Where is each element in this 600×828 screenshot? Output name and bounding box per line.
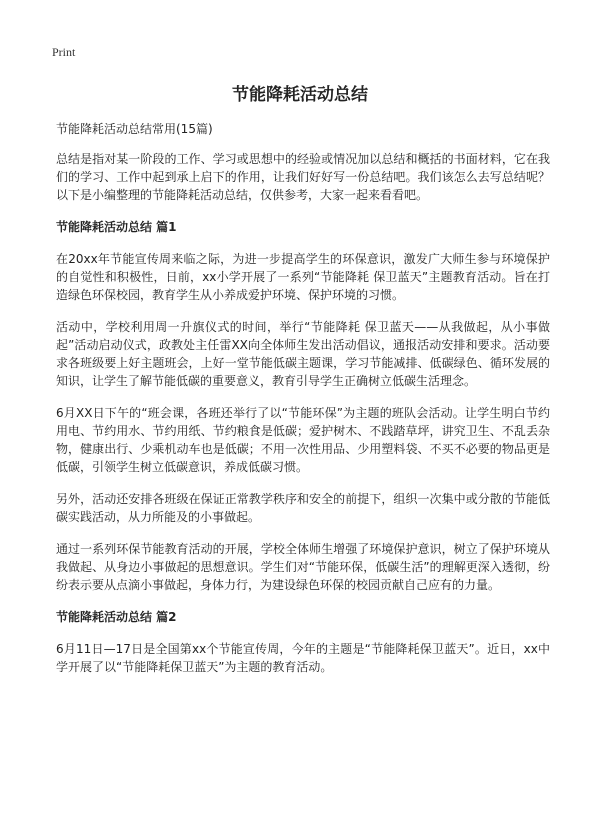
section-1 [56, 218, 550, 594]
page-title: 节能降耗活动总结 [232, 85, 368, 105]
section-paragraph: 在20xx年节能宣传周来临之际，为进一步提高学生的环保意识，激发广大师生参与环境保护的自觉性和积极性，日前，xx小学开展了一系列“节能降耗 保卫蓝天”主题教育活动。旨在打造绿色环保校园，教育学生从小养成爱护环境、保护环境的习惯。 [56, 252, 550, 302]
document-body [56, 120, 550, 690]
section-paragraph: 6月XX日下午的“班会课，各班还举行了以“节能环保”为主题的班队会活动。让学生明白节约用电、节约用水、节约用纸、节约粮食是低碳；爱护树木、不践踏草坪，讲究卫生、不乱丢杂物，健康出行、少乘机动车也是低碳；不用一次性用品、少用塑料袋、不买不必要的物品更是低碳，引领学生树立低碳意识，养成低碳习惯。 [56, 406, 550, 474]
intro-paragraph: 总结是指对某一阶段的工作、学习或思想中的经验或情况加以总结和概括的书面材料，它在我们的学习、工作中起到承上启下的作用，让我们好好写一份总结吧。我们该怎么去写总结呢？以下是小编整理的节能降耗活动总结，仅供参考，大家一起来看看吧。 [56, 152, 550, 202]
section-2 [56, 608, 550, 676]
section-paragraph: 通过一系列环保节能教育活动的开展，学校全体师生增强了环境保护意识，树立了保护环境从我做起、从身边小事做起的思想意识。学生们对“节能环保，低碳生活”的理解更深入透彻，纷纷表示要从点滴小事做起，身体力行，为建设绿色环保的校园贡献自己应有的力量。 [56, 542, 550, 592]
print-link[interactable]: Print [52, 45, 76, 59]
section-heading: 节能降耗活动总结 篇1 [56, 220, 177, 234]
section-paragraph: 活动中，学校利用周一升旗仪式的时间，举行“节能降耗 保卫蓝天——从我做起，从小事做起”活动启动仪式，政教处主任雷XX向全体师生发出活动倡议，通报活动安排和要求。活动要求各班级要上好主题班会，上好一堂节能低碳主题课，学习节能减排、低碳绿色、循环发展的知识，让学生了解节能低碳的重要意义，教育引导学生正确树立低碳生活理念。 [56, 320, 550, 388]
section-paragraph: 6月11日—17日是全国第xx个节能宣传周，今年的主题是“节能降耗保卫蓝天”。近日，xx中学开展了以“节能降耗保卫蓝天”为主题的教育活动。 [56, 642, 550, 674]
section-paragraph: 另外，活动还安排各班级在保证正常教学秩序和安全的前提下，组织一次集中或分散的节能低碳实践活动，从力所能及的小事做起。 [56, 492, 550, 524]
section-heading: 节能降耗活动总结 篇2 [56, 610, 177, 624]
document-subtitle: 节能降耗活动总结常用(15篇) [56, 122, 213, 136]
